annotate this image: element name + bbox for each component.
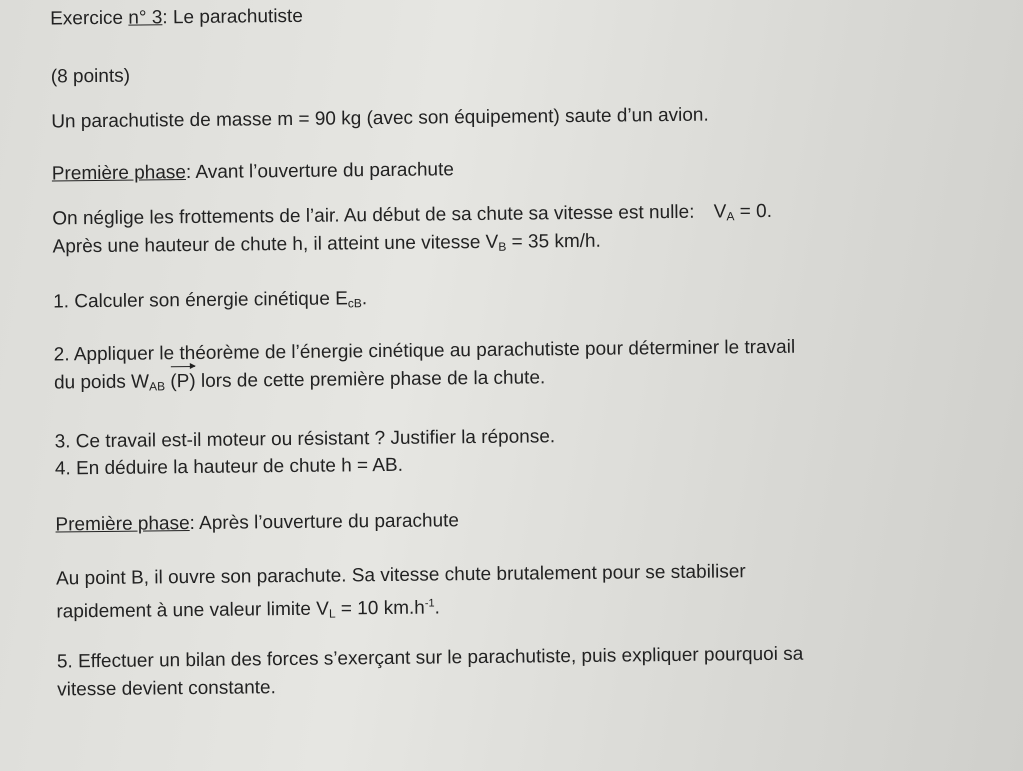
vl-expression: $V_L = 10$ $km.h^{-1}$. <box>316 597 441 621</box>
question-1: 1. Calculer son énergie cinétique $E_{cB}$. <box>53 288 368 313</box>
weight-vector: (P) <box>170 370 196 393</box>
mass-equation: m = 90 <box>277 108 337 131</box>
intro-sentence: Un parachutiste de masse m = 90 kg (avec son équipement) saute d’un avion. <box>51 104 709 133</box>
phase2-heading: Première phase: Après l’ouverture du parachute <box>55 510 460 536</box>
question-5-line2: vitesse devient constante. <box>57 677 276 701</box>
va-expression: $V_A = 0$. <box>713 200 773 224</box>
question-2-line2: du poids $W_{AB}$ (P) lors de cette première phase de la chute. <box>53 367 546 394</box>
question-3: 3. Ce travail est-il moteur ou résistant ? Justifier la réponse. <box>54 426 556 453</box>
phase1-heading: Première phase: Avant l’ouverture du parachute <box>51 159 454 185</box>
exercise-topic: : Le parachutiste <box>162 5 303 29</box>
vb-expression: $V_B = 35$ km/h. <box>485 230 601 254</box>
points-label: (8 points) <box>50 65 131 88</box>
question-2-line1: 2. Appliquer le théorème de l’énergie cinétique au parachutiste pour déterminer le travail <box>53 336 796 366</box>
exercise-word: Exercice <box>50 7 124 30</box>
phase1-text-line2: Après une hauteur de chute h, il atteint une vitesse $V_B = 35$ km/h. <box>52 230 601 258</box>
question-5-line1: 5. Effectuer un bilan des forces s’exerçant sur le parachutiste, puis expliquer pourquoi sa <box>56 643 804 673</box>
phase1-text-line1: On néglige les frottements de l’air. Au début de sa chute sa vitesse est nulle: $V_A = 0$. <box>52 200 773 230</box>
exercise-title <box>50 5 303 32</box>
question-4: 4. En déduire la hauteur de chute h = AB. <box>54 454 404 480</box>
phase2-text-line2: rapidement à une valeur limite $V_L = 10$ $km.h^{-1}$. <box>56 597 441 623</box>
phase2-text-line1: Au point B, il ouvre son parachute. Sa vitesse chute brutalement pour se stabiliser <box>55 561 746 590</box>
exercise-number: n° 3 <box>128 7 163 29</box>
